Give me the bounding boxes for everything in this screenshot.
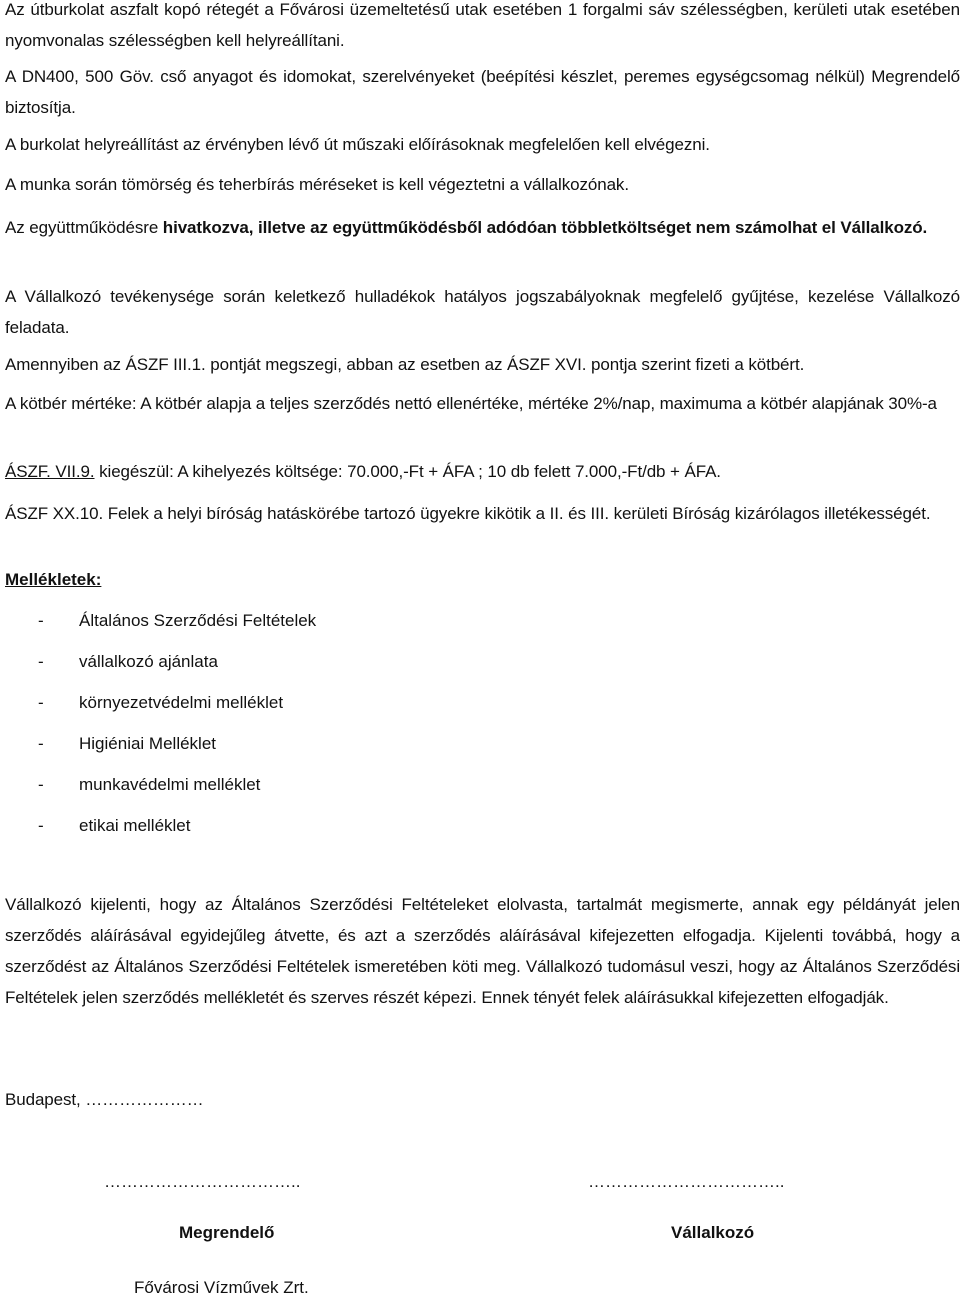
- cooperation-text: Az együttműködésre: [5, 218, 163, 237]
- placement-cost-reference: ÁSZF. VII.9.: [5, 462, 95, 481]
- list-dash: -: [38, 816, 44, 835]
- list-dash: -: [38, 652, 44, 671]
- attachment-label: környezetvédelmi melléklet: [79, 693, 284, 712]
- attachment-label: munkavédelmi melléklet: [79, 775, 261, 794]
- paragraph-pavement-restoration: A burkolat helyreállítást az érvényben lévő út műszaki előírásoknak megfelelően kell elvégezni.: [5, 135, 710, 154]
- list-dash: -: [38, 611, 44, 630]
- paragraph-jurisdiction: ÁSZF XX.10. Felek a helyi bíróság hatáskörébe tartozó ügyekre kikötik a II. és III. kerületi Bíróság kizárólagos illetékességét.: [5, 504, 931, 523]
- place-date-line: Budapest, …………………: [5, 1090, 204, 1109]
- client-company-name: Fővárosi Vízművek Zrt.: [134, 1278, 309, 1297]
- paragraph-penalty-amount: A kötbér mértéke: A kötbér alapja a teljes szerződés nettó ellenértéke, mértéke 2%/nap, maximuma a kötbér alapjának 30%-a: [5, 394, 937, 413]
- signature-line-left: ……………………………..: [104, 1172, 301, 1191]
- signature-label-contractor: Vállalkozó: [671, 1223, 755, 1242]
- signature-label-client: Megrendelő: [179, 1223, 275, 1242]
- attachment-item: [5, 764, 705, 805]
- attachment-label: vállalkozó ajánlata: [79, 652, 218, 671]
- list-dash: -: [38, 734, 44, 753]
- paragraph-declaration: Vállalkozó kijelenti, hogy az Általános Szerződési Feltételeket elolvasta, tartalmát megismerte, annak egy példányát jelen szerződés aláírásával egyidejűleg átvette, és azt a szerződés aláírásával kifejezetten elfogadja. Kijelenti továbbá, hogy a szerződést az Általános Szerződési Feltételek ismeretében köti meg. Vállalkozó tudomásul veszi, hogy az Általános Szerződési Feltételek jelen szerződés mellékletét és szerves részét képezi. Ennek tényét felek aláírásukkal kifejezetten elfogadják.: [5, 895, 960, 1007]
- paragraph-penalty-reference: Amennyiben az ÁSZF III.1. pontját megszegi, abban az esetben az ÁSZF XVI. pontja szerint fizeti a kötbért.: [5, 355, 805, 374]
- paragraph-road-surface: Az útburkolat aszfalt kopó rétegét a Fővárosi üzemeltetésű utak esetében 1 forgalmi sáv szélességben, kerületi utak esetében nyomvonalas szélességben kell helyreállítani.: [5, 0, 960, 50]
- attachment-item: [5, 682, 705, 723]
- attachments-list: [5, 600, 705, 846]
- signature-line-right: ……………………………..: [588, 1172, 785, 1191]
- attachment-item: [5, 600, 705, 641]
- attachment-item: [5, 805, 705, 846]
- attachment-label: Általános Szerződési Feltételek: [79, 611, 317, 630]
- attachment-item: [5, 723, 705, 764]
- paragraph-pipe-material: A DN400, 500 Göv. cső anyagot és idomokat, szerelvényeket (beépítési készlet, peremes egységcsomag nélkül) Megrendelő biztosítja.: [5, 67, 960, 117]
- paragraph-placement-cost: [5, 456, 960, 487]
- paragraph-compaction-tests: A munka során tömörség és teherbírás méréseket is kell végeztetni a vállalkozónak.: [5, 175, 629, 194]
- attachments-heading: Mellékletek:: [5, 570, 102, 589]
- paragraph-cooperation: [5, 212, 960, 243]
- attachment-item: [5, 641, 705, 682]
- paragraph-waste-management: A Vállalkozó tevékenysége során keletkező hulladékok hatályos jogszabályoknak megfelelő gyűjtése, kezelése Vállalkozó feladata.: [5, 287, 960, 337]
- placement-cost-text: kiegészül: A kihelyezés költsége: 70.000,-Ft + ÁFA ; 10 db felett 7.000,-Ft/db + ÁFA.: [94, 462, 721, 481]
- list-dash: -: [38, 775, 44, 794]
- cooperation-bold-text: hivatkozva, illetve az együttműködésből adódóan többletköltséget nem számolhat el Vállalkozó.: [162, 218, 928, 237]
- attachment-label: etikai melléklet: [79, 816, 191, 835]
- attachment-label: Higiéniai Melléklet: [79, 734, 217, 753]
- list-dash: -: [38, 693, 44, 712]
